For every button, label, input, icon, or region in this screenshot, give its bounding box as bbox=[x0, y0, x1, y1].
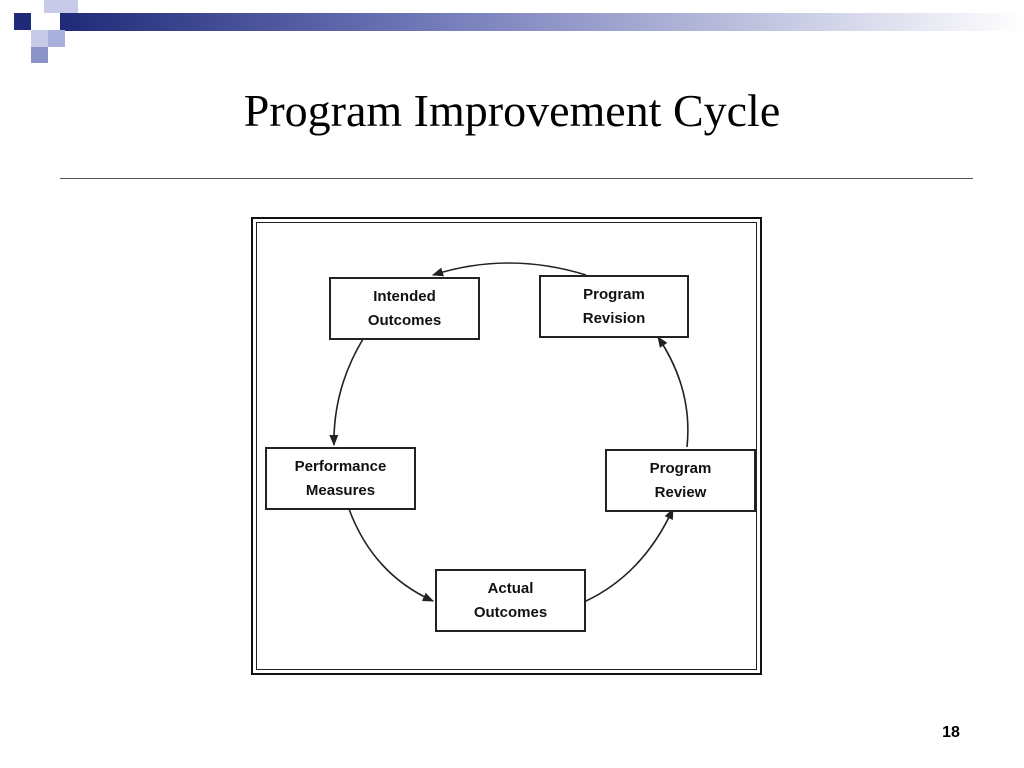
edge-performance-to-actual bbox=[349, 509, 433, 601]
deco-square bbox=[44, 0, 61, 13]
diagram-frame bbox=[251, 217, 762, 675]
deco-square bbox=[48, 30, 65, 47]
header-decoration bbox=[0, 0, 1024, 70]
slide-title: Program Improvement Cycle bbox=[243, 85, 781, 136]
deco-square bbox=[14, 30, 31, 47]
node-label: Actual Outcomes bbox=[473, 579, 548, 621]
node-program-revision bbox=[539, 275, 689, 338]
node-actual-outcomes bbox=[435, 569, 586, 632]
edge-intended-to-performance bbox=[334, 339, 363, 445]
edge-revision-to-intended bbox=[433, 263, 586, 275]
node-intended-outcomes bbox=[329, 277, 480, 340]
deco-square bbox=[31, 30, 48, 47]
page-number: 18 bbox=[942, 724, 960, 741]
header-gradient-band bbox=[60, 13, 1024, 31]
title-divider bbox=[60, 178, 973, 179]
deco-square bbox=[31, 47, 48, 63]
edge-actual-to-review bbox=[586, 509, 673, 601]
node-performance-measures bbox=[265, 447, 416, 510]
node-label: Program Review bbox=[649, 459, 712, 501]
node-label: Intended Outcomes bbox=[367, 287, 442, 329]
deco-square bbox=[14, 13, 31, 30]
edge-review-to-revision bbox=[658, 337, 688, 447]
node-label: Program Revision bbox=[582, 285, 646, 327]
node-program-review bbox=[605, 449, 756, 512]
node-label: Performance Measures bbox=[294, 457, 387, 499]
deco-square bbox=[61, 0, 78, 13]
